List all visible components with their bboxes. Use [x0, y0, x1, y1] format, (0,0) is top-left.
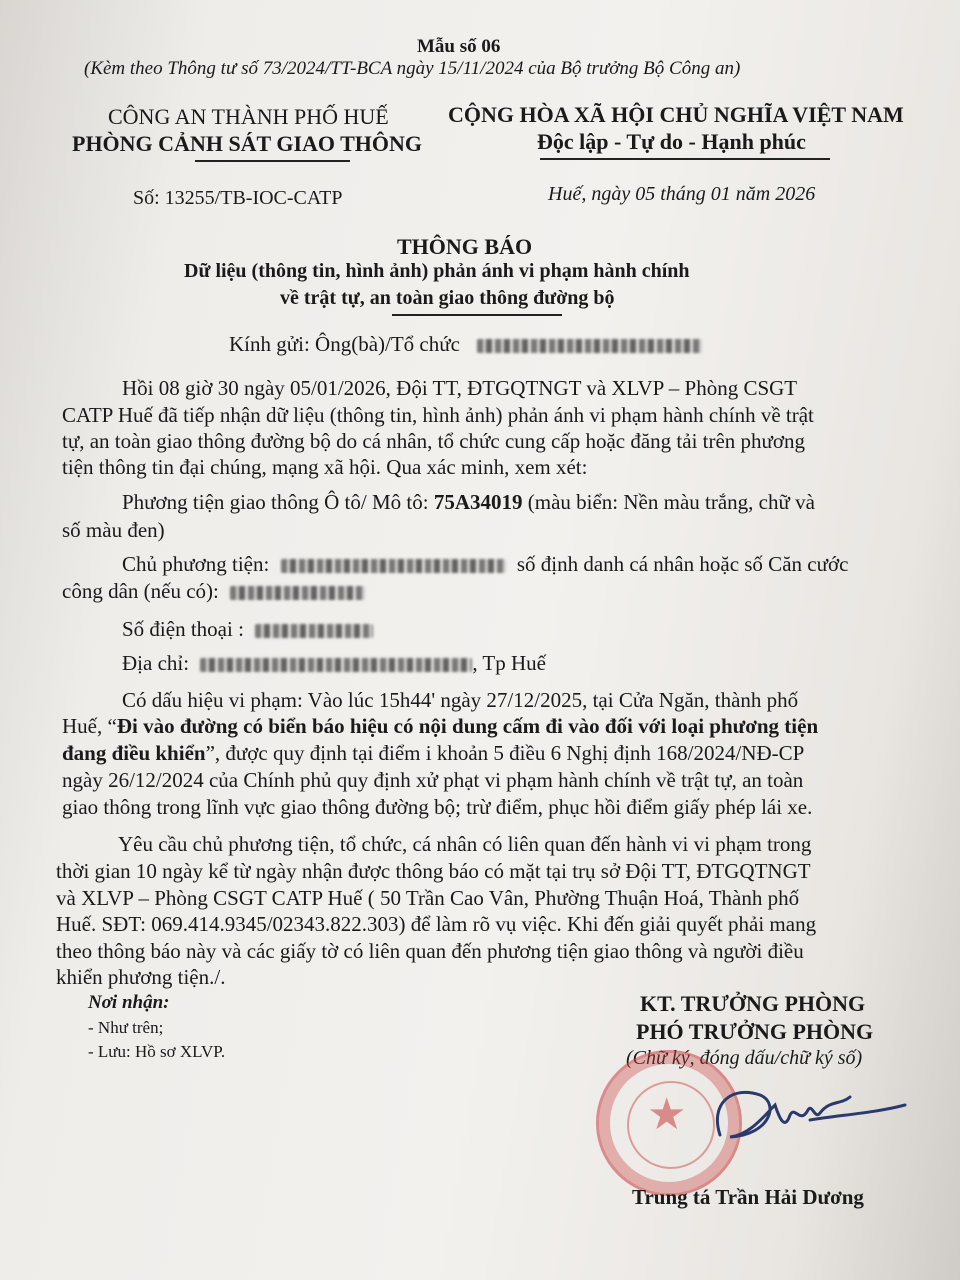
form-reference: (Kèm theo Thông tư số 73/2024/TT-BCA ngày 15/11/2024 của Bộ trưởng Bộ Công an) [84, 58, 741, 79]
recipient-line [229, 332, 702, 357]
paragraph-1-line-2: CATP Huế đã tiếp nhận dữ liệu (thông tin, hình ảnh) phản ánh vi phạm hành chính về trật [62, 403, 814, 427]
redacted-citizen-id [230, 586, 365, 600]
handwritten-signature-icon [690, 1075, 920, 1165]
phone-label: Số điện thoại : [122, 617, 244, 641]
vehicle-label: Phương tiện giao thông Ô tô/ Mô tô: [122, 490, 434, 514]
department-name: PHÒNG CẢNH SÁT GIAO THÔNG [72, 131, 423, 156]
paragraph-1-line-1: Hồi 08 giờ 30 ngày 05/01/2026, Đội TT, ĐTGQTNGT và XLVP – Phòng CSGT [122, 376, 798, 400]
address-city: , Tp Huế [472, 651, 546, 675]
redacted-address [200, 658, 472, 672]
violation-line-4: ngày 26/12/2024 của Chính phủ quy định xử phạt vi phạm hành chính về trật tự, an toàn [62, 768, 804, 792]
place-date: Huế, ngày 05 tháng 01 năm 2026 [548, 183, 816, 205]
phone-line [122, 617, 373, 642]
request-line-4: Huế. SĐT: 069.414.9345/02343.822.303) để làm rõ vụ việc. Khi đến giải quyết phải mang [56, 912, 817, 936]
paragraph-1-line-4: tiện thông tin đại chúng, mạng xã hội. Qua xác minh, xem xét: [62, 455, 588, 479]
violation-line-1: Có dấu hiệu vi phạm: Vào lúc 15h44' ngày 27/12/2025, tại Cửa Ngăn, thành phố [122, 688, 799, 712]
document-subtitle-2: về trật tự, an toàn giao thông đường bộ [280, 287, 615, 309]
signer-name: Trung tá Trần Hải Dương [632, 1185, 864, 1209]
owner-line [122, 552, 848, 577]
vehicle-line-2: số màu đen) [62, 518, 165, 542]
signature-note: (Chữ ký, đóng dấu/chữ ký số) [626, 1047, 863, 1069]
motto-underline [540, 158, 830, 160]
recipient-item-1: - Như trên; [88, 1018, 164, 1037]
request-line-6: khiển phương tiện./. [56, 965, 226, 989]
recipient-label: Kính gửi: Ông(bà)/Tổ chức [229, 332, 460, 356]
document-subtitle-1: Dữ liệu (thông tin, hình ảnh) phản ánh vi phạm hành chính [184, 260, 690, 282]
request-line-2: thời gian 10 ngày kể từ ngày nhận được thông báo có mặt tại trụ sở Đội TT, ĐTGQTNGT [56, 859, 811, 883]
request-line-1: Yêu cầu chủ phương tiện, tổ chức, cá nhân có liên quan đến hành vi vi phạm trong [118, 832, 812, 856]
recipients-title: Nơi nhận: [88, 992, 170, 1013]
violation-description-end: đang điều khiển [62, 741, 206, 765]
nation-motto: Độc lập - Tự do - Hạnh phúc [537, 129, 806, 154]
plate-color: (màu biển: Nền màu trắng, chữ và [522, 490, 815, 514]
vehicle-line [122, 490, 815, 515]
redacted-owner-name [281, 559, 506, 573]
agency-underline [195, 160, 350, 162]
document-number: Số: 13255/TB-IOC-CATP [133, 187, 343, 209]
violation-legal-basis: ”, được quy định tại điểm i khoản 5 điều 6 Nghị định 168/2024/NĐ-CP [205, 741, 805, 765]
violation-line-5: giao thông trong lĩnh vực giao thông đường bộ; trừ điểm, phục hồi điểm giấy phép lái xe. [62, 795, 813, 819]
request-line-5: theo thông báo này và các giấy tờ có liên quan đến phương tiện giao thông và người điều [56, 939, 804, 963]
owner-id-suffix: số định danh cá nhân hoặc số Căn cước [516, 552, 849, 576]
form-number: Mẫu số 06 [417, 36, 501, 57]
citizen-id-line [62, 579, 365, 604]
violation-line-2 [62, 714, 818, 739]
nation-name: CỘNG HÒA XÃ HỘI CHỦ NGHĨA VIỆT NAM [448, 102, 904, 127]
violation-prefix: Huế, “ [62, 714, 117, 738]
owner-label: Chủ phương tiện: [122, 552, 270, 576]
signature-title-2: PHÓ TRƯỞNG PHÒNG [636, 1019, 874, 1044]
recipient-item-2: - Lưu: Hồ sơ XLVP. [88, 1042, 226, 1061]
redacted-phone [255, 624, 373, 638]
signature-title-1: KT. TRƯỞNG PHÒNG [640, 991, 866, 1016]
license-plate: 75A34019 [433, 490, 523, 514]
title-underline [392, 314, 562, 316]
agency-name: CÔNG AN THÀNH PHỐ HUẾ [108, 104, 389, 129]
paragraph-1-line-3: tự, an toàn giao thông đường bộ do cá nhân, tổ chức cung cấp hoặc đăng tải trên phương [62, 429, 806, 453]
request-line-3: và XLVP – Phòng CSGT CATP Huế ( 50 Trần Cao Vân, Phường Thuận Hoá, Thành phố [56, 886, 800, 910]
official-seal-icon: ★ [596, 1050, 742, 1196]
violation-description: Đi vào đường có biển báo hiệu có nội dung cấm đi vào đối với loại phương tiện [116, 714, 819, 738]
address-line [122, 651, 546, 676]
address-label: Địa chỉ: [122, 651, 190, 675]
violation-line-3 [62, 741, 804, 766]
document-title: THÔNG BÁO [397, 234, 533, 259]
redacted-recipient [477, 339, 702, 353]
citizen-id-label: công dân (nếu có): [62, 579, 219, 603]
